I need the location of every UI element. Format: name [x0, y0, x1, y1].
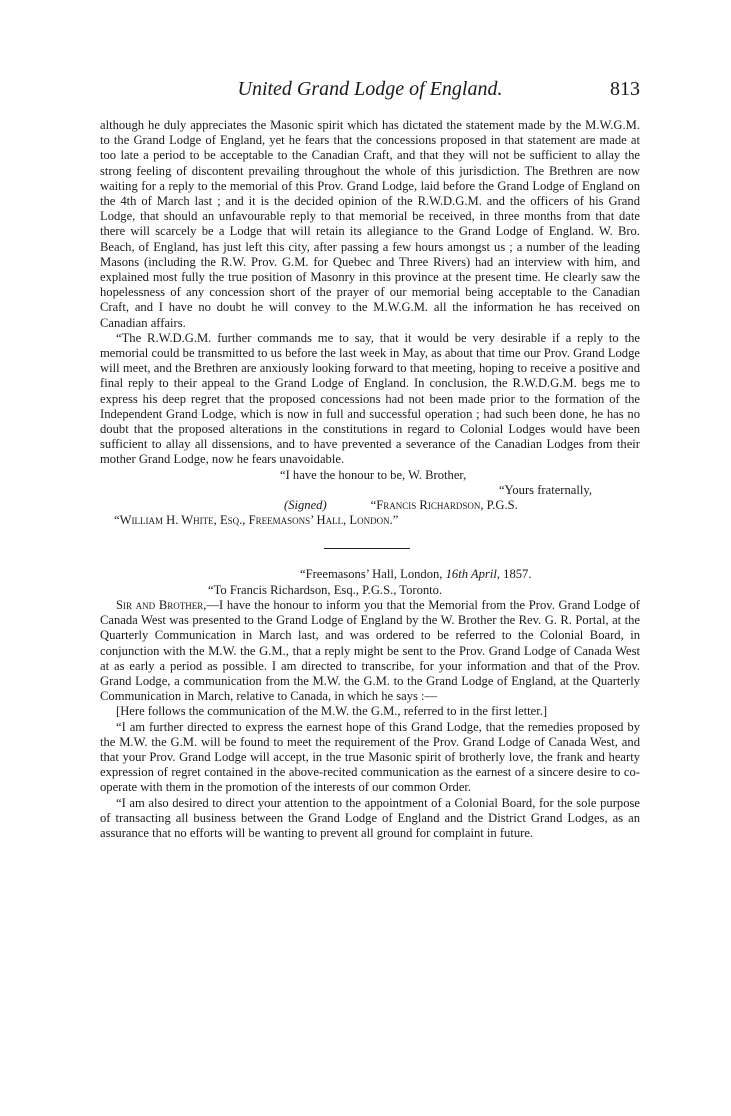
running-title: United Grand Lodge of England.	[237, 78, 503, 100]
closing-line-2: “Yours fraternally,	[498, 482, 592, 497]
closing-line-1: “I have the honour to be, W. Brother,	[280, 467, 467, 482]
letter2-paragraph1-text: —I have the honour to inform you that the Memorial from the Prov. Grand Lodge of Canada West was presented to the Grand Lodge of England by the W. Brother the Rev. G. R. Portal, at the Quarterly Communication in March last, and was ordered to be referred to the Colonial Board, in conjunction with the M.W. the G.M., that a reply might be sent to the Prov. Grand Lodge of Canada West at as early a period as possible. I am directed to transcribe, for your information and that of the Prov. Grand Lodge, a communication from the M.W. the G.M. to the Grand Lodge of England, at the Quarterly Communication in March, relative to Canada, in which he says :—	[100, 597, 640, 704]
article-body	[100, 118, 640, 841]
signer-name: “Francis Richardson, P.G.S.	[370, 498, 518, 513]
letter2-paragraph2: “I am further directed to express the earnest hope of this Grand Lodge, that the remedies proposed by the M.W. the G.M. will be found to meet the requirement of the Prov. Grand Lodge of Canada West, and that your Prov. Grand Lodge will accept, in the true Masonic spirit of brotherly love, the frank and hearty expression of regret contained in the above-recited communication as the earnest of a sincere desire to co-operate with them in the promotion of the interests of our common Order.	[100, 719, 640, 795]
letter1-paragraph1: although he duly appreciates the Masonic spirit which has dictated the statement made by the M.W.G.M. to the Grand Lodge of England, yet he fears that the concessions proposed in that statement are made at too late a period to be acceptable to the Canadian Craft, and that they will not be sufficient to allay the strong feeling of discontent prevailing throughout the whole of this jurisdiction. The Brethren are now waiting for a reply to the memorial of this Prov. Grand Lodge, laid before the Grand Lodge of England on the 4th of March last ; and it is the decided opinion of the R.W.D.G.M. and the officers of his Grand Lodge, that should an unfavourable reply to that memorial be received, in three months from that date there will scarcely be a Lodge that will retain its allegiance to the Grand Lodge of England. W. Bro. Beach, of England, has just left this city, after passing a few hours amongst us ; a number of the leading Masons (including the R.W. Prov. G.M. for Quebec and Three Rivers) had an interview with him, and explained most fully the true position of Masonry in this province at the present time. He clearly saw the hopelessness of any concession short of the prayer of our memorial being acceptable to the Canadian Craft, and I have no doubt he will convey to the M.W.G.M. all the information he has received on Canadian affairs.	[100, 118, 640, 330]
dateline-date: 16th April,	[445, 567, 500, 582]
letter1-recipient: “William H. White, Esq., Freemasons’ Hall, London.”	[114, 513, 399, 528]
running-header	[100, 76, 640, 106]
signature-line	[100, 498, 640, 513]
editorial-bracket-note: [Here follows the communication of the M.W. the G.M., referred to in the first letter.]	[116, 704, 548, 719]
dateline-place: “Freemasons’ Hall, London,	[300, 567, 443, 582]
salutation: Sir and Brother,	[116, 597, 207, 612]
signed-label: (Signed)	[284, 498, 327, 513]
page-number: 813	[610, 78, 640, 100]
section-divider	[324, 548, 410, 549]
letter2-dateline	[100, 567, 640, 582]
letter2-paragraph3: “I am also desired to direct your attention to the appointment of a Colonial Board, for the sole purpose of transacting all business between the Grand Lodge of England and the District Grand Lodges, as an assurance that no efforts will be wanting to prevent all ground for complaint in future.	[100, 795, 640, 840]
letter2-addressee: “To Francis Richardson, Esq., P.G.S., Toronto.	[208, 582, 443, 597]
dateline-year: 1857.	[503, 567, 532, 582]
letter2-paragraph1	[100, 598, 640, 704]
letter1-paragraph2: “The R.W.D.G.M. further commands me to say, that it would be very desirable if a reply to the memorial could be transmitted to us before the last week in May, as about that time our Prov. Grand Lodge will meet, and the Brethren are anxiously looking forward to that meeting, hoping to receive a positive and final reply to their appeal to the Grand Lodge of England. In conclusion, the R.W.D.G.M. begs me to express his deep regret that the proposed concessions had not been made prior to the formation of the Independent Grand Lodge, which is now in full and successful operation ; had such been done, he has no doubt that the proposed alterations in the constitutions in regard to Colonial Lodges would have been sufficient to allay all dissensions, and to have prevented a severance of the Canadian Lodges from their mother Grand Lodge, now he fears unavoidable.	[100, 330, 640, 467]
